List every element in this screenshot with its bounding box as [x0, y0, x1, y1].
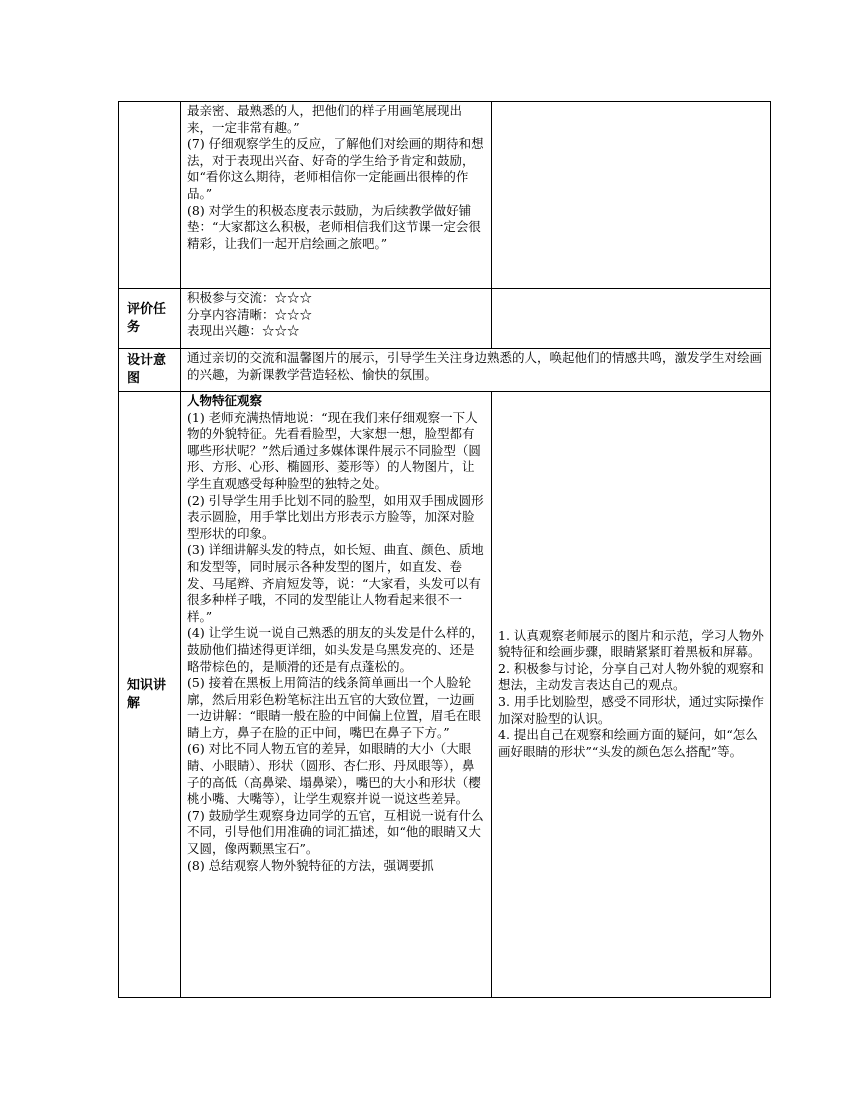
intro-paragraph: 最亲密、最熟悉的人，把他们的样子用画笔展现出来，一定非常有趣。” — [187, 103, 463, 135]
evaluation-items-cell — [181, 289, 492, 349]
evaluation-row — [119, 289, 771, 349]
intro-label-cell — [119, 102, 181, 289]
knowledge-teacher-cell — [181, 392, 492, 998]
student-activity: 3. 用手比划脸型，感受不同形状，通过实际操作加深对脸型的认识。 — [498, 694, 764, 726]
knowledge-label: 知识讲解 — [119, 392, 181, 998]
design-intent-row — [119, 349, 771, 392]
teacher-step: (5) 接着在黑板上用简洁的线条简单画出一个人脸轮廓，然后用彩色粉笔标注出五官的大致位置，一边画一边讲解：“眼睛一般在脸的中间偏上位置，眉毛在眼睛上方，鼻子在脸的正中间，嘴巴在鼻子下方。” — [187, 675, 481, 740]
intro-student-cell — [492, 102, 771, 289]
evaluation-empty-cell — [492, 289, 771, 349]
evaluation-item: 积极参与交流：☆☆☆ — [187, 290, 313, 305]
teacher-step: (7) 鼓励学生观察身边同学的五官，互相说一说有什么不同，引导他们用准确的词汇描述，如“他的眼睛又大又圆，像两颗黑宝石”。 — [187, 807, 484, 857]
evaluation-item: 表现出兴趣：☆☆☆ — [187, 323, 300, 339]
student-activity: 2. 积极参与讨论，分享自己对人物外貌的观察和想法，主动发言表达自己的观点。 — [498, 660, 764, 693]
design-intent-label: 设计意图 — [119, 349, 181, 392]
student-activity: 4. 提出自己在观察和绘画方面的疑问，如“怎么画好眼睛的形状”“头发的颜色怎么搭配”等。 — [498, 727, 758, 759]
evaluation-item: 分享内容清晰：☆☆☆ — [187, 306, 313, 322]
teacher-step: (3) 详细讲解头发的特点，如长短、曲直、颜色、质地和发型等，同时展示各种发型的图片，如直发、卷发、马尾辫、齐肩短发等，说：“大家看，头发可以有很多种样子哦，不同的发型能让人物看起来很不一样。” — [187, 542, 484, 624]
design-intent-paragraph: 通过亲切的交流和温馨图片的展示，引导学生关注身边熟悉的人，唤起他们的情感共鸣，激发学生对绘画的兴趣，为新课教学营造轻松、愉快的氛围。 — [187, 350, 763, 382]
intro-paragraph: (8) 对学生的积极态度表示鼓励，为后续教学做好铺垫：“大家都这么积极，老师相信我们这节课一定会很精彩，让我们一起开启绘画之旅吧。” — [187, 202, 481, 251]
intro-paragraph: (7) 仔细观察学生的反应，了解他们对绘画的期待和想法，对于表现出兴奋、好奇的学生给予肯定和鼓励，如“看你这么期待，老师相信你一定能画出很棒的作品。” — [187, 136, 484, 201]
lesson-plan-table — [118, 101, 771, 998]
intro-activity-cell — [181, 102, 492, 289]
teacher-step: (6) 对比不同人物五官的差异，如眼睛的大小（大眼睛、小眼睛）、形状（圆形、杏仁形、丹凤眼等），鼻子的高低（高鼻梁、塌鼻梁），嘴巴的大小和形状（樱桃小嘴、大嘴等），让学生观察并说一说这些差异。 — [187, 741, 481, 807]
teacher-step: (8) 总结观察人物外貌特征的方法，强调要抓 — [187, 857, 434, 873]
knowledge-row — [119, 392, 771, 998]
student-activity: 1. 认真观察老师展示的图片和示范，学习人物外貌特征和绘画步骤，眼睛紧紧盯着黑板和屏幕。 — [498, 627, 764, 660]
teacher-step: (4) 让学生说一说自己熟悉的朋友的头发是什么样的，鼓励他们描述得更详细，如头发是乌黑发亮的、还是略带棕色的，是顺滑的还是有点蓬松的。 — [187, 625, 484, 674]
knowledge-heading: 人物特征观察 — [187, 393, 263, 408]
teacher-step: (2) 引导学生用手比划不同的脸型，如用双手围成圆形表示圆脸，用手掌比划出方形表示方脸等，加深对脸型形状的印象。 — [187, 492, 484, 541]
design-intent-text — [181, 349, 771, 392]
teacher-step: (1) 老师充满热情地说：“现在我们来仔细观察一下人物的外貌特征。先看看脸型，大家想一想，脸型都有哪些形状呢？”然后通过多媒体课件展示不同脸型（圆形、方形、心形、椭圆形、菱形等）的人物图片，让学生直观感受每种脸型的独特之处。 — [187, 409, 481, 491]
evaluation-label: 评价任务 — [119, 289, 181, 349]
knowledge-student-cell — [492, 392, 771, 998]
intro-row — [119, 102, 771, 289]
